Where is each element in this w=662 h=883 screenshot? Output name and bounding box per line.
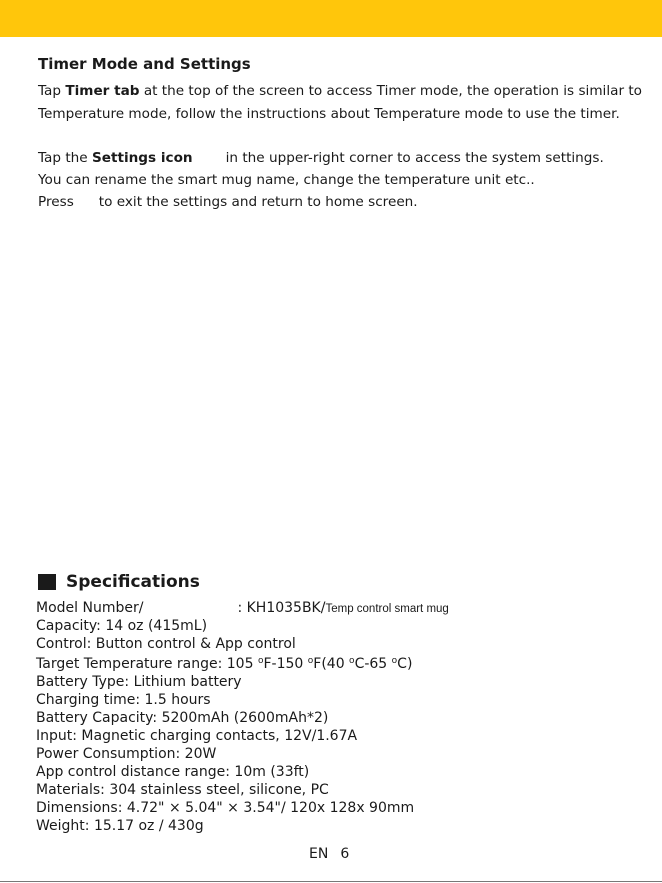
timer-tab-label: Timer tab xyxy=(65,83,140,99)
text-run: C) xyxy=(397,656,413,672)
spec-power-consumption: Power Consumption: 20W xyxy=(36,746,217,762)
degree-mark: o xyxy=(349,656,355,666)
text-run: Target Temperature range: 105 xyxy=(36,656,258,672)
timer-paragraph-line-2: Temperature mode, follow the instructions about Temperature mode to use the timer. xyxy=(38,106,620,122)
degree-mark: o xyxy=(307,656,314,666)
spec-target-temperature xyxy=(36,655,412,673)
spec-control: Control: Button control & App control xyxy=(36,636,296,652)
spec-battery-capacity: Battery Capacity: 5200mAh (2600mAh*2) xyxy=(36,710,329,726)
spec-battery-type: Battery Type: Lithium battery xyxy=(36,674,242,690)
degree-mark: o xyxy=(257,656,264,666)
settings-paragraph-line-1 xyxy=(38,149,604,167)
text-run: C-65 xyxy=(354,656,392,672)
settings-icon-label: Settings icon xyxy=(91,150,193,166)
page-number: 6 xyxy=(340,846,350,862)
text-run: at the top of the screen to access Timer mode, the operation is similar to xyxy=(139,83,642,99)
spec-materials: Materials: 304 stainless steel, silicone, PC xyxy=(36,782,329,798)
page-footer xyxy=(309,846,349,862)
spec-app-distance: App control distance range: 10m (33ft) xyxy=(36,764,310,780)
text-run: to exit the settings and return to home screen. xyxy=(98,194,418,210)
specifications-title: Specifications xyxy=(66,572,200,592)
text-run: Tap the xyxy=(38,150,92,166)
specifications-heading xyxy=(38,572,200,592)
language-label: EN xyxy=(309,846,329,862)
spec-dimensions: Dimensions: 4.72" × 5.04" × 3.54"/ 120x 128x 90mm xyxy=(36,800,415,816)
bottom-divider xyxy=(0,881,662,882)
spec-capacity: Capacity: 14 oz (415mL) xyxy=(36,618,208,634)
timer-paragraph-line-1 xyxy=(38,82,642,100)
text-run: : KH1035BK/ xyxy=(237,600,326,616)
degree-mark: o xyxy=(391,656,398,666)
settings-paragraph-line-3 xyxy=(38,193,418,211)
spec-charging-time: Charging time: 1.5 hours xyxy=(36,692,211,708)
timer-section-heading: Timer Mode and Settings xyxy=(38,55,251,73)
spec-input: Input: Magnetic charging contacts, 12V/1.67A xyxy=(36,728,358,744)
text-run: F(40 xyxy=(313,656,350,672)
header-accent-bar xyxy=(0,0,662,37)
spec-weight: Weight: 15.17 oz / 430g xyxy=(36,818,204,834)
text-run: Model Number/ xyxy=(36,600,144,616)
text-run: in the upper-right corner to access the system settings. xyxy=(225,150,604,166)
text-run: F-150 xyxy=(263,656,308,672)
settings-paragraph-line-2: You can rename the smart mug name, change the temperature unit etc.. xyxy=(38,172,535,188)
model-name-insert: Temp control smart mug xyxy=(325,603,449,615)
text-run: Press xyxy=(38,194,74,210)
spec-model-number xyxy=(36,599,449,618)
section-square-icon xyxy=(38,574,56,590)
text-run: Tap xyxy=(38,83,66,99)
